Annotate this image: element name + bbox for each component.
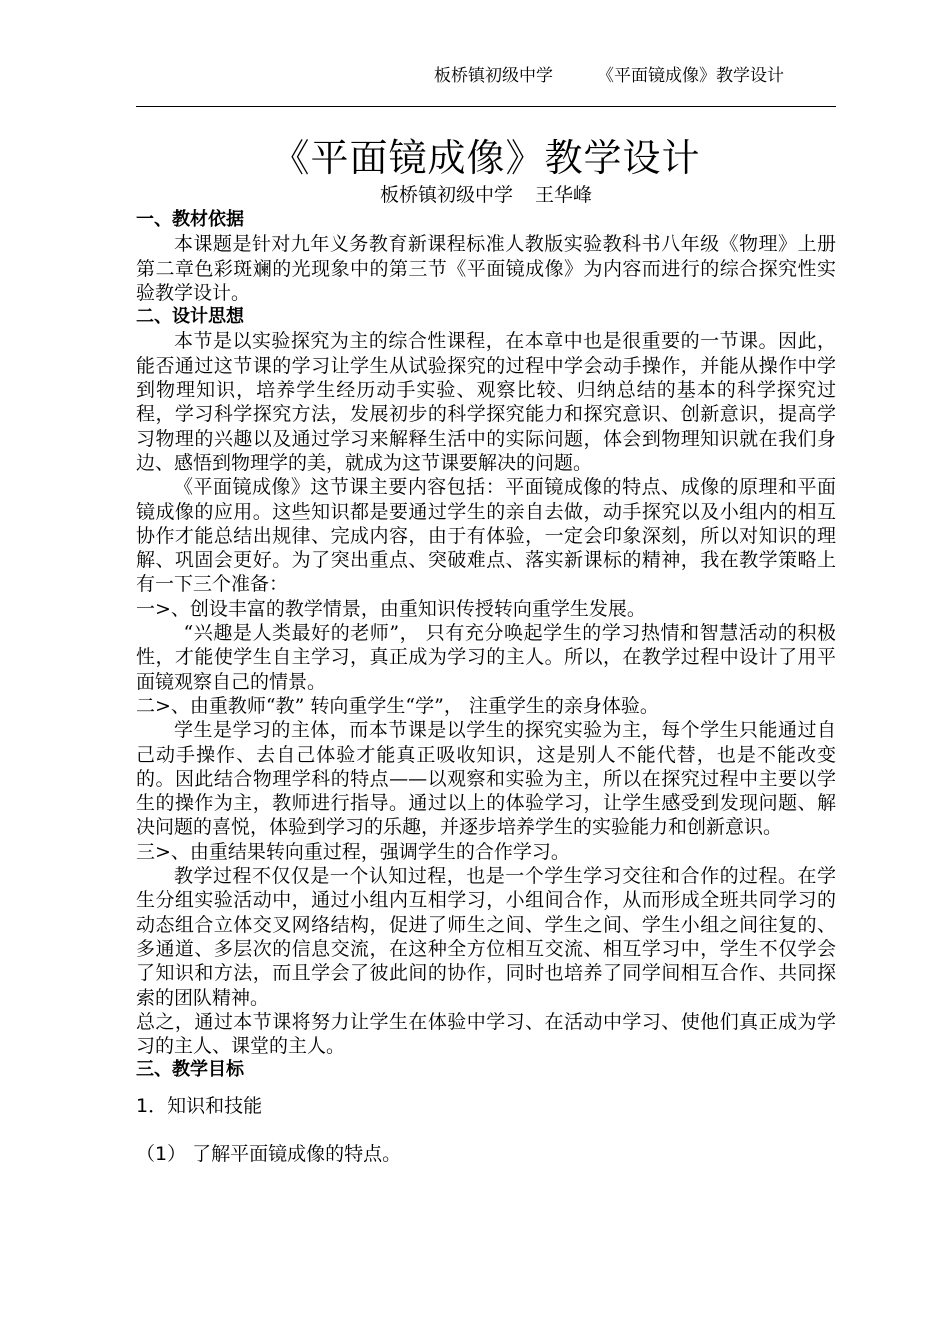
document-body (136, 134, 848, 1167)
section-heading-design-idea: 二、设计思想 (136, 306, 244, 328)
strategy-heading-1: 一>、创设丰富的教学情景，由重知识传授转向重学生发展。 (136, 597, 646, 620)
objective-item: （1） 了解平面镜成像的特点。 (136, 1142, 402, 1165)
document-title: 《平面镜成像》教学设计 (271, 136, 701, 180)
paragraph: 本节是以实验探究为主的综合性课程，在本章中也是很重要的一节课。因此，能否通过这节课的学习让学生从试验探究的过程中学会动手操作，并能从操作中学到物理知识，培养学生经历动手实验、观察比较、归纳总结的基本的科学探究过程，学习科学探究方法，发展初步的科学探究能力和探究意识、创新意识，提高学习物理的兴趣以及通过学习来解释生活中的实际问题，体会到物理知识就在我们身边、感悟到物理学的美，就成为这节课要解决的问题。 (136, 330, 836, 474)
strategy-heading-2: 二>、由重教师“教” 转向重学生“学”， 注重学生的亲身体验。 (136, 694, 659, 717)
objective-subheading: 1．知识和技能 (136, 1094, 263, 1117)
strategy-heading-3: 三>、由重结果转向重过程，强调学生的合作学习。 (136, 840, 570, 863)
author-school: 板桥镇初级中学 (379, 184, 513, 206)
header-school: 板桥镇初级中学 (434, 66, 553, 86)
paragraph: 《平面镜成像》这节课主要内容包括：平面镜成像的特点、成像的原理和平面镜成像的应用。这些知识都是要通过学生的亲自去做，动手探究以及小组内的相互协作才能总结出规律、完成内容，由于有体验，一定会印象深刻，所以对知识的理解、巩固会更好。为了突出重点、突破难点、落实新课标的精神，我在教学策略上有一下三个准备： (136, 476, 836, 596)
paragraph: 学生是学习的主体，而本节课是以学生的探究实验为主，每个学生只能通过自己动手操作、去自己体验才能真正吸收知识，这是别人不能代替，也是不能改变的。因此结合物理学科的特点——以观察和实验为主，所以在探究过程中主要以学生的操作为主，教师进行指导。通过以上的体验学习，让学生感受到发现问题、解决问题的喜悦，体验到学习的乐趣，并逐步培养学生的实验能力和创新意识。 (136, 719, 836, 839)
author-name: 王华峰 (535, 184, 593, 206)
summary-paragraph: 总之，通过本节课将努力让学生在体验中学习、在活动中学习、使他们真正成为学习的主人、课堂的主人。 (136, 1010, 836, 1058)
page-header (138, 64, 836, 88)
header-rule (136, 106, 836, 107)
section-heading-materials: 一、教材依据 (136, 209, 244, 230)
paragraph: “兴趣是人类最好的老师”， 只有充分唤起学生的学习热情和智慧活动的积极性，才能使学生自主学习，真正成为学习的主人。所以，在教学过程中设计了用平面镜观察自己的情景。 (136, 622, 836, 693)
paragraph: 本课题是针对九年义务教育新课程标准人教版实验教科书八年级《物理》上册第二章色彩斑斓的光现象中的第三节《平面镜成像》为内容而进行的综合探究性实验教学设计。 (136, 233, 836, 304)
paragraph: 教学过程不仅仅是一个认知过程，也是一个学生学习交往和合作的过程。在学生分组实验活动中，通过小组内互相学习，小组间合作，从而形成全班共同学习的动态组合立体交叉网络结构，促进了师生之间、学生之间、学生小组之间往复的、多通道、多层次的信息交流，在这种全方位相互交流、相互学习中，学生不仅学会了知识和方法，而且学会了彼此间的协作，同时也培养了同学间相互合作、共同探索的团队精神。 (136, 865, 836, 1009)
section-heading-objectives: 三、教学目标 (136, 1059, 244, 1081)
header-doc-name: 《平面镜成像》教学设计 (597, 66, 784, 86)
document-author (136, 182, 836, 208)
